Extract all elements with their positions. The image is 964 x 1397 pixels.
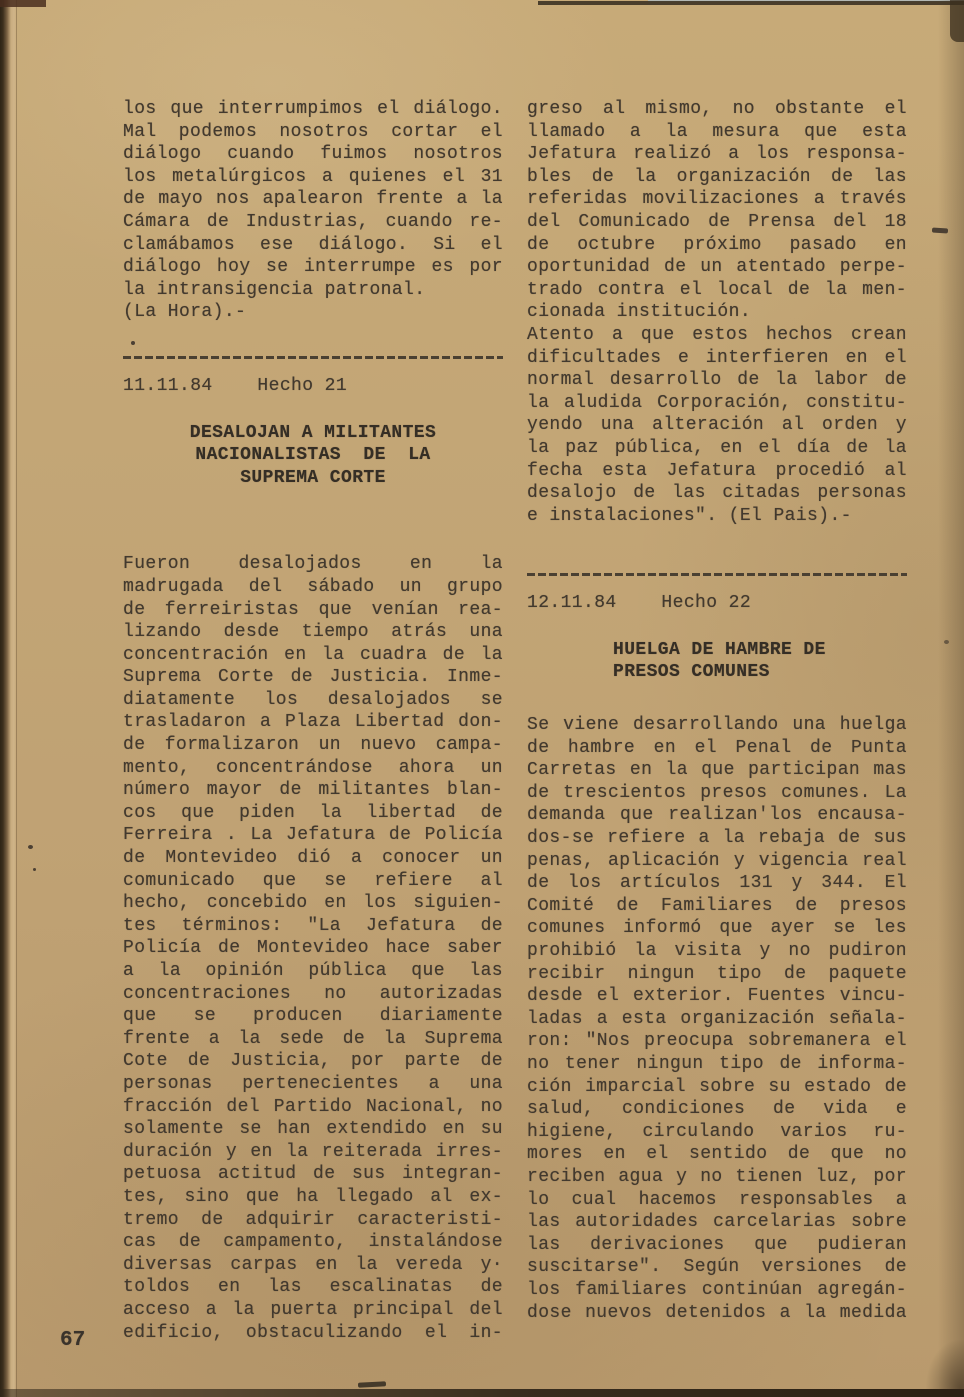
text-line: trasladaron a Plaza Libertad don- (123, 712, 503, 733)
text-line: duración y en la reiterada irres- (123, 1141, 503, 1162)
text-line: diálogo hoy se interrumpe es por (123, 257, 503, 278)
text-line: que se producen diariamente (123, 1006, 503, 1027)
text-line: dificultades e interfieren en el (527, 347, 907, 368)
scan-shadow-bottom-right (926, 1340, 964, 1394)
text-line: fecha esta Jefatura procedió al (527, 460, 907, 481)
text-line: normal desarrollo de la labor de (527, 370, 907, 391)
dashed-separator (527, 573, 907, 576)
text-line: mento, concentrándose ahora un (123, 757, 503, 778)
text-line: lo cual hacemos responsables a (527, 1189, 907, 1210)
text-line: suscitarse". Según versiones de (527, 1257, 907, 1278)
text-line: ron: "Nos preocupa sobremanera el (527, 1031, 907, 1052)
text-line: Mal podemos nosotros cortar el (123, 121, 503, 142)
text-line: comunes informó que ayer se les (527, 918, 907, 939)
text-line: Carretas en la que participan mas (527, 760, 907, 781)
text-line: NACIONALISTAS DE LA (195, 445, 431, 466)
entry-date-heading: 11.11.84 Hecho 21 (123, 375, 348, 396)
text-line: DESALOJAN A MILITANTES (189, 422, 437, 443)
scan-edge-left (0, 0, 17, 1397)
text-line: desalojo de las citadas personas (527, 483, 907, 504)
text-line: clamábamos ese diálogo. Si el (123, 234, 503, 255)
paragraph (123, 553, 503, 1344)
text-line: (La Hora).- (123, 302, 247, 323)
text-line: cos que piden la libertad de (123, 802, 503, 823)
text-line: Policía de Montevideo hace saber (123, 938, 503, 959)
text-line: del Comunicado de Prensa del 18 (527, 211, 907, 232)
page-number: 67 (60, 1329, 86, 1352)
text-line: trado contra el local de la men- (527, 279, 907, 300)
text-line: de mayo nos apalearon frente a la (123, 189, 503, 210)
text-line: de octubre próximo pasado en (527, 234, 907, 255)
scan-edge-right (938, 0, 964, 1397)
text-line: solamente se han extendido en su (123, 1119, 503, 1140)
ink-speck (358, 1381, 386, 1387)
text-line: e instalaciones". (El Pais).- (527, 505, 852, 526)
entry-title (123, 422, 503, 490)
text-line: Suprema Corte de Justicia. Inme- (123, 667, 503, 688)
column-left (123, 98, 503, 1344)
paragraph (527, 98, 907, 527)
entry-title (527, 639, 907, 684)
text-line: las derivaciones que pudieran (527, 1234, 907, 1255)
text-line: tremo de adquirir caracteristi- (123, 1209, 503, 1230)
text-line: Cote de Justicia, por parte de (123, 1051, 503, 1072)
text-line: Comité de Familiares de presos (527, 895, 907, 916)
text-line: petuosa actitud de sus integran- (123, 1164, 503, 1185)
text-line: la paz pública, en el día de la (527, 437, 907, 458)
column-right (527, 98, 907, 1324)
text-line: de ferreiristas que venían rea- (123, 599, 503, 620)
text-line: diatamente los desalojados se (123, 689, 503, 710)
text-line: tes términos: "La Jefatura de (123, 915, 503, 936)
text-line: oportunidad de un atentado perpe- (527, 257, 907, 278)
text-line: ción imparcial sobre su estado de (527, 1076, 907, 1097)
text-line: madrugada del sábado un grupo (123, 576, 503, 597)
dashed-separator (123, 356, 503, 359)
text-line: SUPREMA CORTE (240, 467, 386, 488)
text-line: fracción del Partido Nacional, no (123, 1096, 503, 1117)
paragraph (527, 714, 907, 1324)
text-line: de los artículos 131 y 344. El (527, 873, 907, 894)
text-line: lizando desde tiempo atrás una (123, 622, 503, 643)
text-line: concentraciones no autorizadas (123, 983, 503, 1004)
text-line: recibir ningun tipo de paquete (527, 963, 907, 984)
ink-speck (944, 640, 949, 644)
text-line: las autoridades carcelarias sobre (527, 1212, 907, 1233)
paper-crease (16, 0, 17, 1397)
text-line: Cámara de Industrias, cuando re- (123, 211, 503, 232)
scan-corner-top-right (950, 0, 964, 42)
text-line: los que interrumpimos el diálogo. (123, 99, 503, 119)
text-line: acceso a la puerta principal del (123, 1299, 503, 1320)
scan-mark-top-left (0, 0, 46, 7)
text-line: la aludida Corporación, constitu- (527, 392, 907, 413)
text-line: desde el exterior. Fuentes vincu- (527, 986, 907, 1007)
text-line: los familiares continúan agregán- (527, 1279, 907, 1300)
text-line: ladas a esta organización señala- (527, 1008, 907, 1029)
text-line: PRESOS COMUNES (613, 662, 770, 683)
text-line: no tener ningun tipo de informa- (527, 1053, 907, 1074)
paragraph (123, 98, 503, 324)
text-line: comunicado que se refiere al (123, 870, 503, 891)
text-line: tes, sino que ha llegado al ex- (123, 1186, 503, 1207)
text-line: Jefatura realizó a los responsa- (527, 144, 907, 165)
text-line: cas de campamento, instalándose (123, 1232, 503, 1253)
scan-edge-top-dark (538, 1, 964, 5)
text-line: de formalizaron un nuevo campa- (123, 735, 503, 756)
text-line: diversas carpas en la vereda y· (123, 1254, 503, 1275)
ink-speck (28, 845, 33, 849)
scan-edge-bottom (0, 1389, 964, 1397)
text-line: dos-se refiere a la rebaja de sus (527, 828, 907, 849)
text-line: HUELGA DE HAMBRE DE (613, 639, 826, 660)
text-line: demanda que realizan'los encausa- (527, 805, 907, 826)
text-line: cionada institución. (527, 302, 752, 323)
text-line: los metalúrgicos a quienes el 31 (123, 166, 503, 187)
text-line: penas, aplicación y vigencia real (527, 850, 907, 871)
text-line: toldos en las escalinatas de (123, 1277, 503, 1298)
ink-speck (932, 227, 948, 233)
text-line: de Montevideo dió a conocer un (123, 848, 503, 869)
text-line: de trescientos presos comunes. La (527, 782, 907, 803)
entry-date-heading: 12.11.84 Hecho 22 (527, 593, 752, 614)
text-line: higiene, circulando varios ru- (527, 1121, 907, 1142)
text-line: bles de la organización de las (527, 166, 907, 187)
text-line: a la opinión pública que las (123, 961, 503, 981)
text-line: Atento a que estos hechos crean (527, 324, 907, 345)
text-line: edificio, obstaculizando el in- (123, 1322, 503, 1343)
text-line: frente a la sede de la Suprema (123, 1028, 503, 1049)
text-line: número mayor de militantes blan- (123, 780, 503, 801)
text-line: salud, condiciones de vida e (527, 1099, 907, 1120)
text-line: Se viene desarrollando una huelga (527, 715, 907, 736)
text-line: greso al mismo, no obstante el (527, 99, 907, 119)
text-line: diálogo cuando fuimos nosotros (123, 144, 503, 165)
text-line: llamado a la mesura que esta (527, 121, 907, 142)
text-line: concentración en la cuadra de la (123, 644, 503, 665)
ink-speck (33, 868, 36, 871)
text-line: yendo una alteración al orden y (527, 415, 907, 436)
text-line: mores en el sentido de que no (527, 1144, 907, 1165)
text-line: de hambre en el Penal de Punta (527, 737, 907, 758)
text-line: dose nuevos detenidos a la medida (527, 1302, 907, 1323)
text-line: personas pertenecientes a una (123, 1073, 503, 1094)
text-line: prohibió la visita y no pudiron (527, 941, 907, 961)
text-line: hecho, concebido en los siguien- (123, 893, 503, 914)
text-line: Ferreira . La Jefatura de Policía (123, 825, 503, 846)
text-line: referidas movilizaciones a través (527, 189, 907, 210)
text-line: reciben agua y no tienen luz, por (527, 1166, 907, 1187)
text-line: la intransigencia patronal. (123, 279, 426, 300)
text-line: Fueron desalojados en la (123, 554, 503, 575)
